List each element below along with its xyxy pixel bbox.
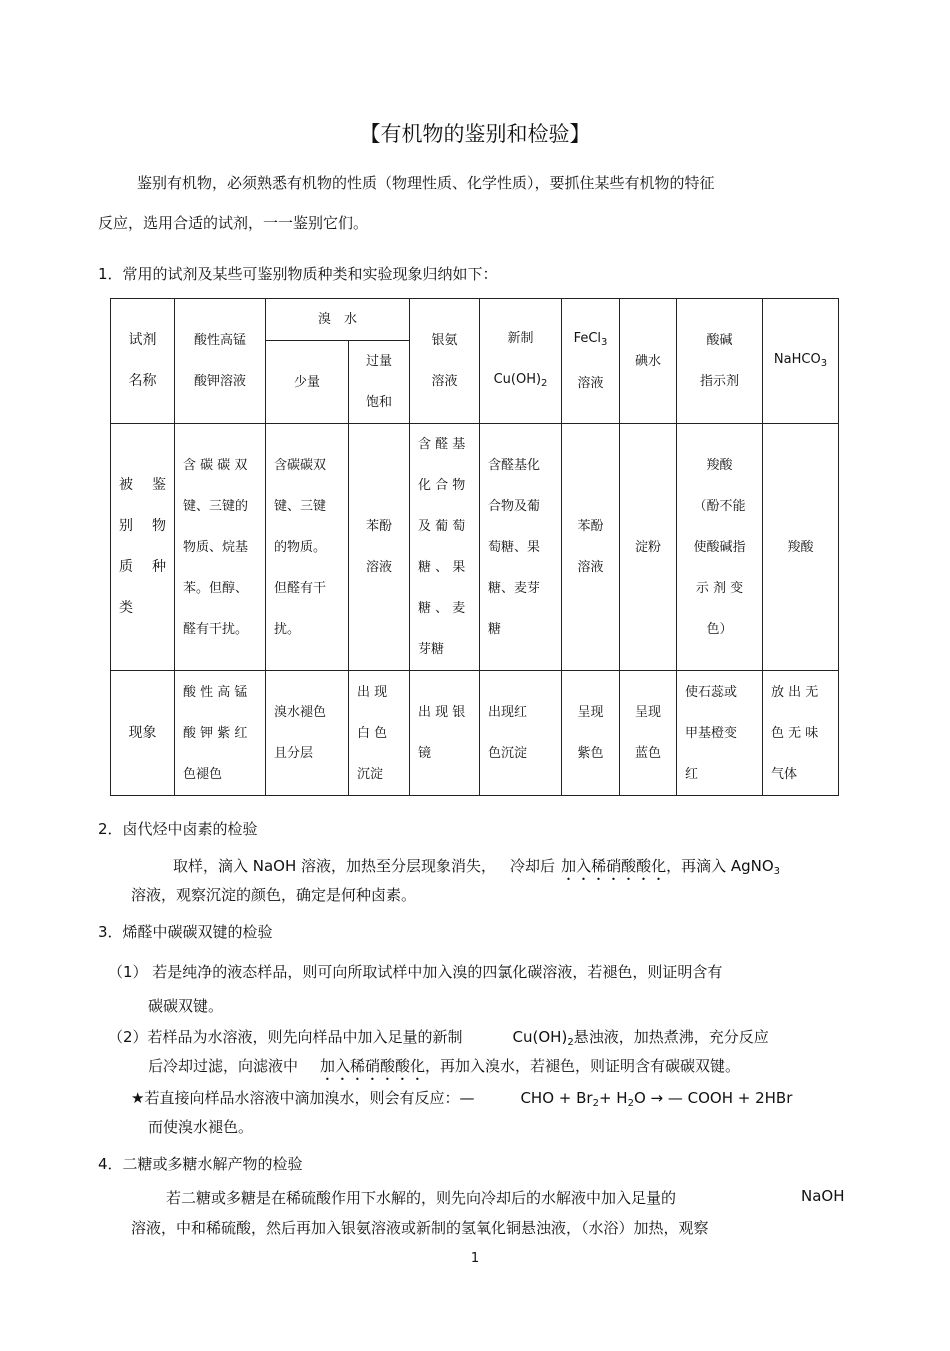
s3-item-2-line-1: （2）若样品为水溶液，则先向样品中加入足量的新制 $Cu(OH)_2$悬浊液，加热煮沸，充分反应 bbox=[108, 1028, 769, 1048]
substances-indicator: 羧酸 （酚不能 使酸碱指 示 剂 变 色） bbox=[677, 424, 763, 671]
header-silver-ammonia: 银氨 溶液 bbox=[410, 299, 480, 424]
intro-line-2: 反应，选用合适的试剂，一一鉴别它们。 bbox=[98, 214, 369, 232]
phenomenon-silver-ammonia: 出 现 银 镜 bbox=[410, 671, 480, 796]
header-bromine-small: 少量 bbox=[266, 341, 349, 424]
s3-item-1-line-1: （1） 若是纯净的液态样品，则可向所取试样中加入溴的四氯化碳溶液，若褪色，则证明含有 bbox=[108, 963, 723, 981]
section-2-heading: 2．卤代烃中卤素的检验 bbox=[98, 820, 258, 838]
s4-line-1: 若二糖或多糖是在稀硫酸作用下水解的，则先向冷却后的水解液中加入足量的 bbox=[166, 1189, 677, 1207]
phenomenon-iodine: 呈现 蓝色 bbox=[620, 671, 677, 796]
phenomenon-indicator: 使石蕊或 甲基橙变 红 bbox=[677, 671, 763, 796]
phenomenon-cu-oh-2: 出现红 色沉淀 bbox=[480, 671, 562, 796]
substances-nahco3: 羧酸 bbox=[763, 424, 839, 671]
phenomenon-bromine-small: 溴水褪色 且分层 bbox=[266, 671, 349, 796]
substances-kmno4: 含 碳 碳 双 键、三键的 物质、烷基 苯。但醇、 醛有干扰。 bbox=[175, 424, 266, 671]
phenomenon-fecl3: 呈现 紫色 bbox=[562, 671, 620, 796]
substances-bromine-small: 含碳碳双 键、三键 的物质。 但醛有干 扰。 bbox=[266, 424, 349, 671]
s4-line-1-naoh: NaOH bbox=[801, 1187, 845, 1205]
s3-item-2-line-2: 后冷却过滤，向滤液中 加入稀硝酸酸化，再加入溴水，若褪色，则证明含有碳碳双键。 bbox=[148, 1057, 741, 1075]
phenomenon-bromine-excess: 出 现 白 色 沉淀 bbox=[349, 671, 410, 796]
s3-item-1-line-2: 碳碳双键。 bbox=[148, 997, 224, 1015]
intro-line-1: 鉴别有机物，必须熟悉有机物的性质（物理性质、化学性质），要抓住某些有机物的特征 bbox=[137, 174, 715, 192]
s4-line-2: 溶液，中和稀硫酸，然后再加入银氨溶液或新制的氢氧化铜悬浊液，（水浴）加热，观察 bbox=[131, 1219, 709, 1237]
substances-bromine-excess: 苯酚 溶液 bbox=[349, 424, 410, 671]
header-indicator: 酸碱 指示剂 bbox=[677, 299, 763, 424]
header-cu-oh-2: 新制 $Cu(OH)_2$ bbox=[480, 299, 562, 424]
section-3-heading: 3．烯醛中碳碳双键的检验 bbox=[98, 923, 273, 941]
phenomenon-nahco3: 放 出 无 色 无 味 气体 bbox=[763, 671, 839, 796]
header-iodine-water: 碘水 bbox=[620, 299, 677, 424]
s3-note-line-2: 而使溴水褪色。 bbox=[148, 1118, 254, 1136]
header-bromine-water: 溴 水 bbox=[266, 299, 410, 341]
section-1-heading: 1．常用的试剂及某些可鉴别物质种类和实验现象归纳如下： bbox=[98, 265, 498, 283]
substances-silver-ammonia: 含 醛 基 化 合 物 及 葡 萄 糖 、 果 糖 、 麦 芽糖 bbox=[410, 424, 480, 671]
s2-line-2: 溶液，观察沉淀的颜色，确定是何种卤素。 bbox=[131, 886, 417, 904]
substances-cu-oh-2: 含醛基化 合物及葡 萄糖、果 糖、麦芽 糖 bbox=[480, 424, 562, 671]
substances-iodine: 淀粉 bbox=[620, 424, 677, 671]
section-4-heading: 4．二糖或多糖水解产物的检验 bbox=[98, 1155, 303, 1173]
header-kmno4: 酸性高锰 酸钾溶液 bbox=[175, 299, 266, 424]
row-phenomenon-label: 现象 bbox=[111, 671, 175, 796]
header-nahco3: NaHCO$_3$ bbox=[763, 299, 839, 424]
header-fecl3: FeCl$_3$ 溶液 bbox=[562, 299, 620, 424]
substances-fecl3: 苯酚 溶液 bbox=[562, 424, 620, 671]
page-title: 【有机物的鉴别和检验】 bbox=[359, 122, 591, 146]
s3-note-line-1: ★若直接向样品水溶液中滴加溴水，则会有反应：— CHO + $Br_2+ H_2O$ → — COOH + 2HBr bbox=[131, 1089, 793, 1109]
header-bromine-excess: 过量 饱和 bbox=[349, 341, 410, 424]
header-reagent-name: 试剂 名称 bbox=[111, 299, 175, 424]
phenomenon-kmno4: 酸 性 高 锰 酸 钾 紫 红 色褪色 bbox=[175, 671, 266, 796]
reagent-table bbox=[110, 298, 839, 796]
page-number: 1 bbox=[470, 1251, 480, 1266]
row-substances-label: 被 鉴 别 物 质 种 类 bbox=[111, 424, 175, 671]
s2-line-1: 取样，滴入 NaOH 溶液，加热至分层现象消失， 冷却后 加入稀硝酸酸化，再滴入 AgNO$_3$ bbox=[173, 857, 781, 877]
